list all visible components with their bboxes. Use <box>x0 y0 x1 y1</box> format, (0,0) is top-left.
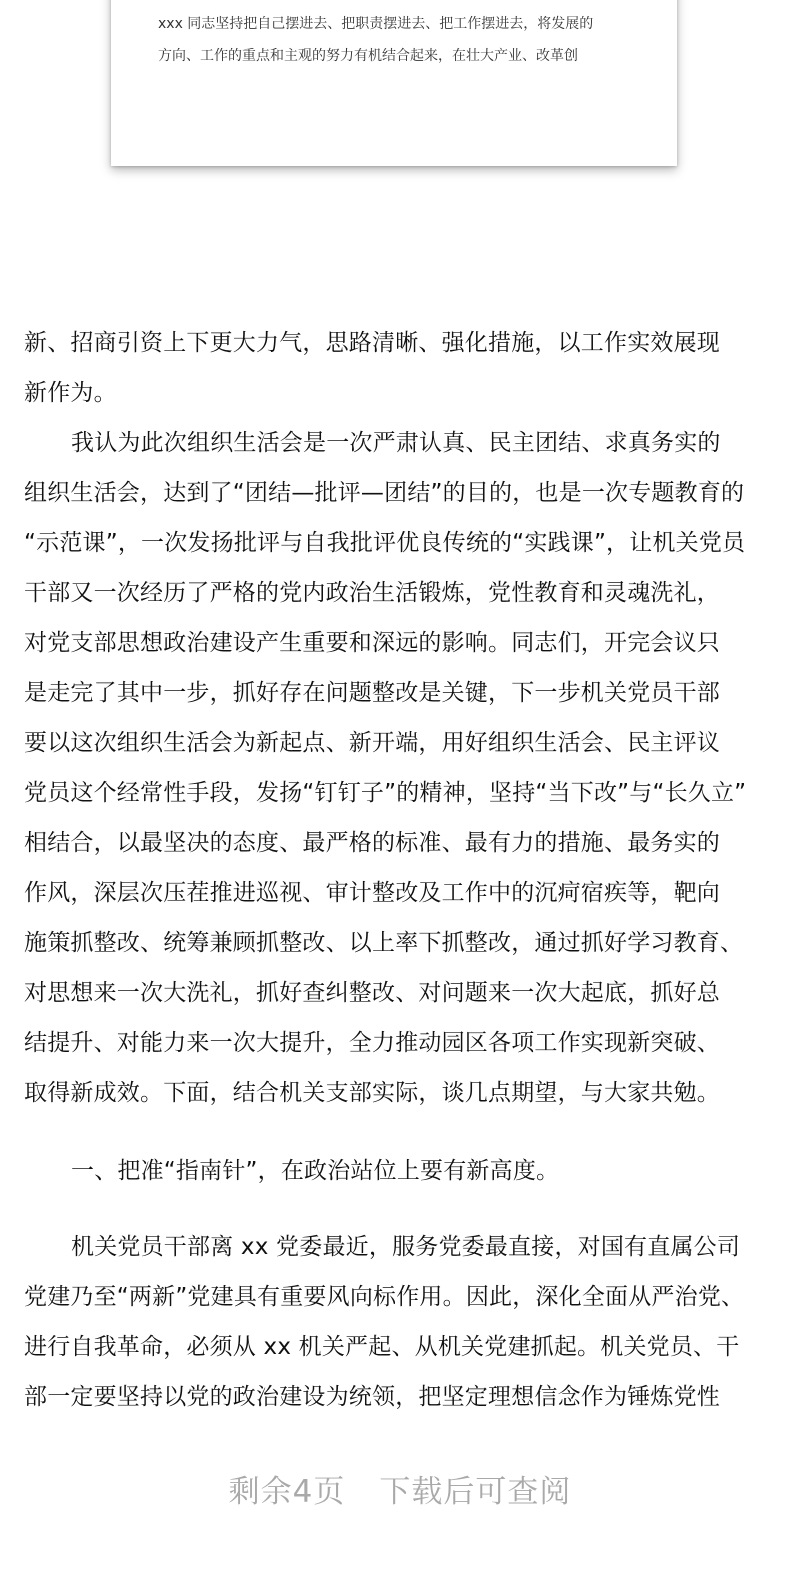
doc-line: 施策抓整改、统筹兼顾抓整改、以上率下抓整改，通过抓好学习教育、 <box>24 930 744 956</box>
download-prompt[interactable] <box>0 1466 800 1511</box>
doc-line: 作风，深层次压茬推进巡视、审计整改及工作中的沉疴宿疾等，靶向 <box>24 880 720 906</box>
card-line: 方向、工作的重点和主观的努力有机结合起来，在壮大产业、改革创 <box>158 48 578 64</box>
doc-line: 新作为。 <box>24 380 117 406</box>
doc-line: 党建乃至“两新”党建具有重要风向标作用。因此，深化全面从严治党、 <box>24 1284 745 1310</box>
download-to-view-label[interactable]: 下载后可查阅 <box>379 1474 572 1510</box>
doc-line: 党员这个经常性手段，发扬“钉钉子”的精神，坚持“当下改”与“长久立” <box>24 780 747 806</box>
document-body <box>24 318 776 1422</box>
doc-line: 新、招商引资上下更大力气，思路清晰、强化措施，以工作实效展现 <box>24 330 720 356</box>
remaining-pages-label: 剩余4页 <box>228 1474 346 1510</box>
card-line: xxx 同志坚持把自己摆进去、把职责摆进去、把工作摆进去，将发展的 <box>158 16 594 32</box>
doc-line: 对党支部思想政治建设产生重要和深远的影响。同志们，开完会议只 <box>24 630 720 656</box>
doc-line: 相结合，以最坚决的态度、最严格的标准、最有力的措施、最务实的 <box>24 830 720 856</box>
doc-line: 是走完了其中一步，抓好存在问题整改是关键，下一步机关党员干部 <box>24 680 720 706</box>
doc-line: 对思想来一次大洗礼，抓好查纠整改、对问题来一次大起底，抓好总 <box>24 980 720 1006</box>
section-heading: 一、把准“指南针”，在政治站位上要有新高度。 <box>71 1158 560 1184</box>
doc-line: 部一定要坚持以党的政治建设为统领，把坚定理想信念作为锤炼党性 <box>24 1384 720 1410</box>
doc-line: 干部又一次经历了严格的党内政治生活锻炼，党性教育和灵魂洗礼， <box>24 580 720 606</box>
doc-line: 取得新成效。下面，结合机关支部实际，谈几点期望，与大家共勉。 <box>24 1080 720 1106</box>
doc-line: “示范课”，一次发扬批评与自我批评优良传统的“实践课”，让机关党员 <box>24 530 746 556</box>
paragraph-start: 机关党员干部离 xx 党委最近，服务党委最直接，对国有直属公司 <box>71 1234 741 1260</box>
doc-line: 进行自我革命，必须从 xx 机关严起、从机关党建抓起。机关党员、干 <box>24 1334 740 1360</box>
doc-line: 结提升、对能力来一次大提升，全力推动园区各项工作实现新突破、 <box>24 1030 720 1056</box>
preview-card <box>111 0 677 166</box>
doc-line: 组织生活会，达到了“团结—批评—团结”的目的，也是一次专题教育的 <box>24 480 745 506</box>
doc-line: 要以这次组织生活会为新起点、新开端，用好组织生活会、民主评议 <box>24 730 720 756</box>
paragraph-start: 我认为此次组织生活会是一次严肃认真、民主团结、求真务实的 <box>71 430 721 456</box>
